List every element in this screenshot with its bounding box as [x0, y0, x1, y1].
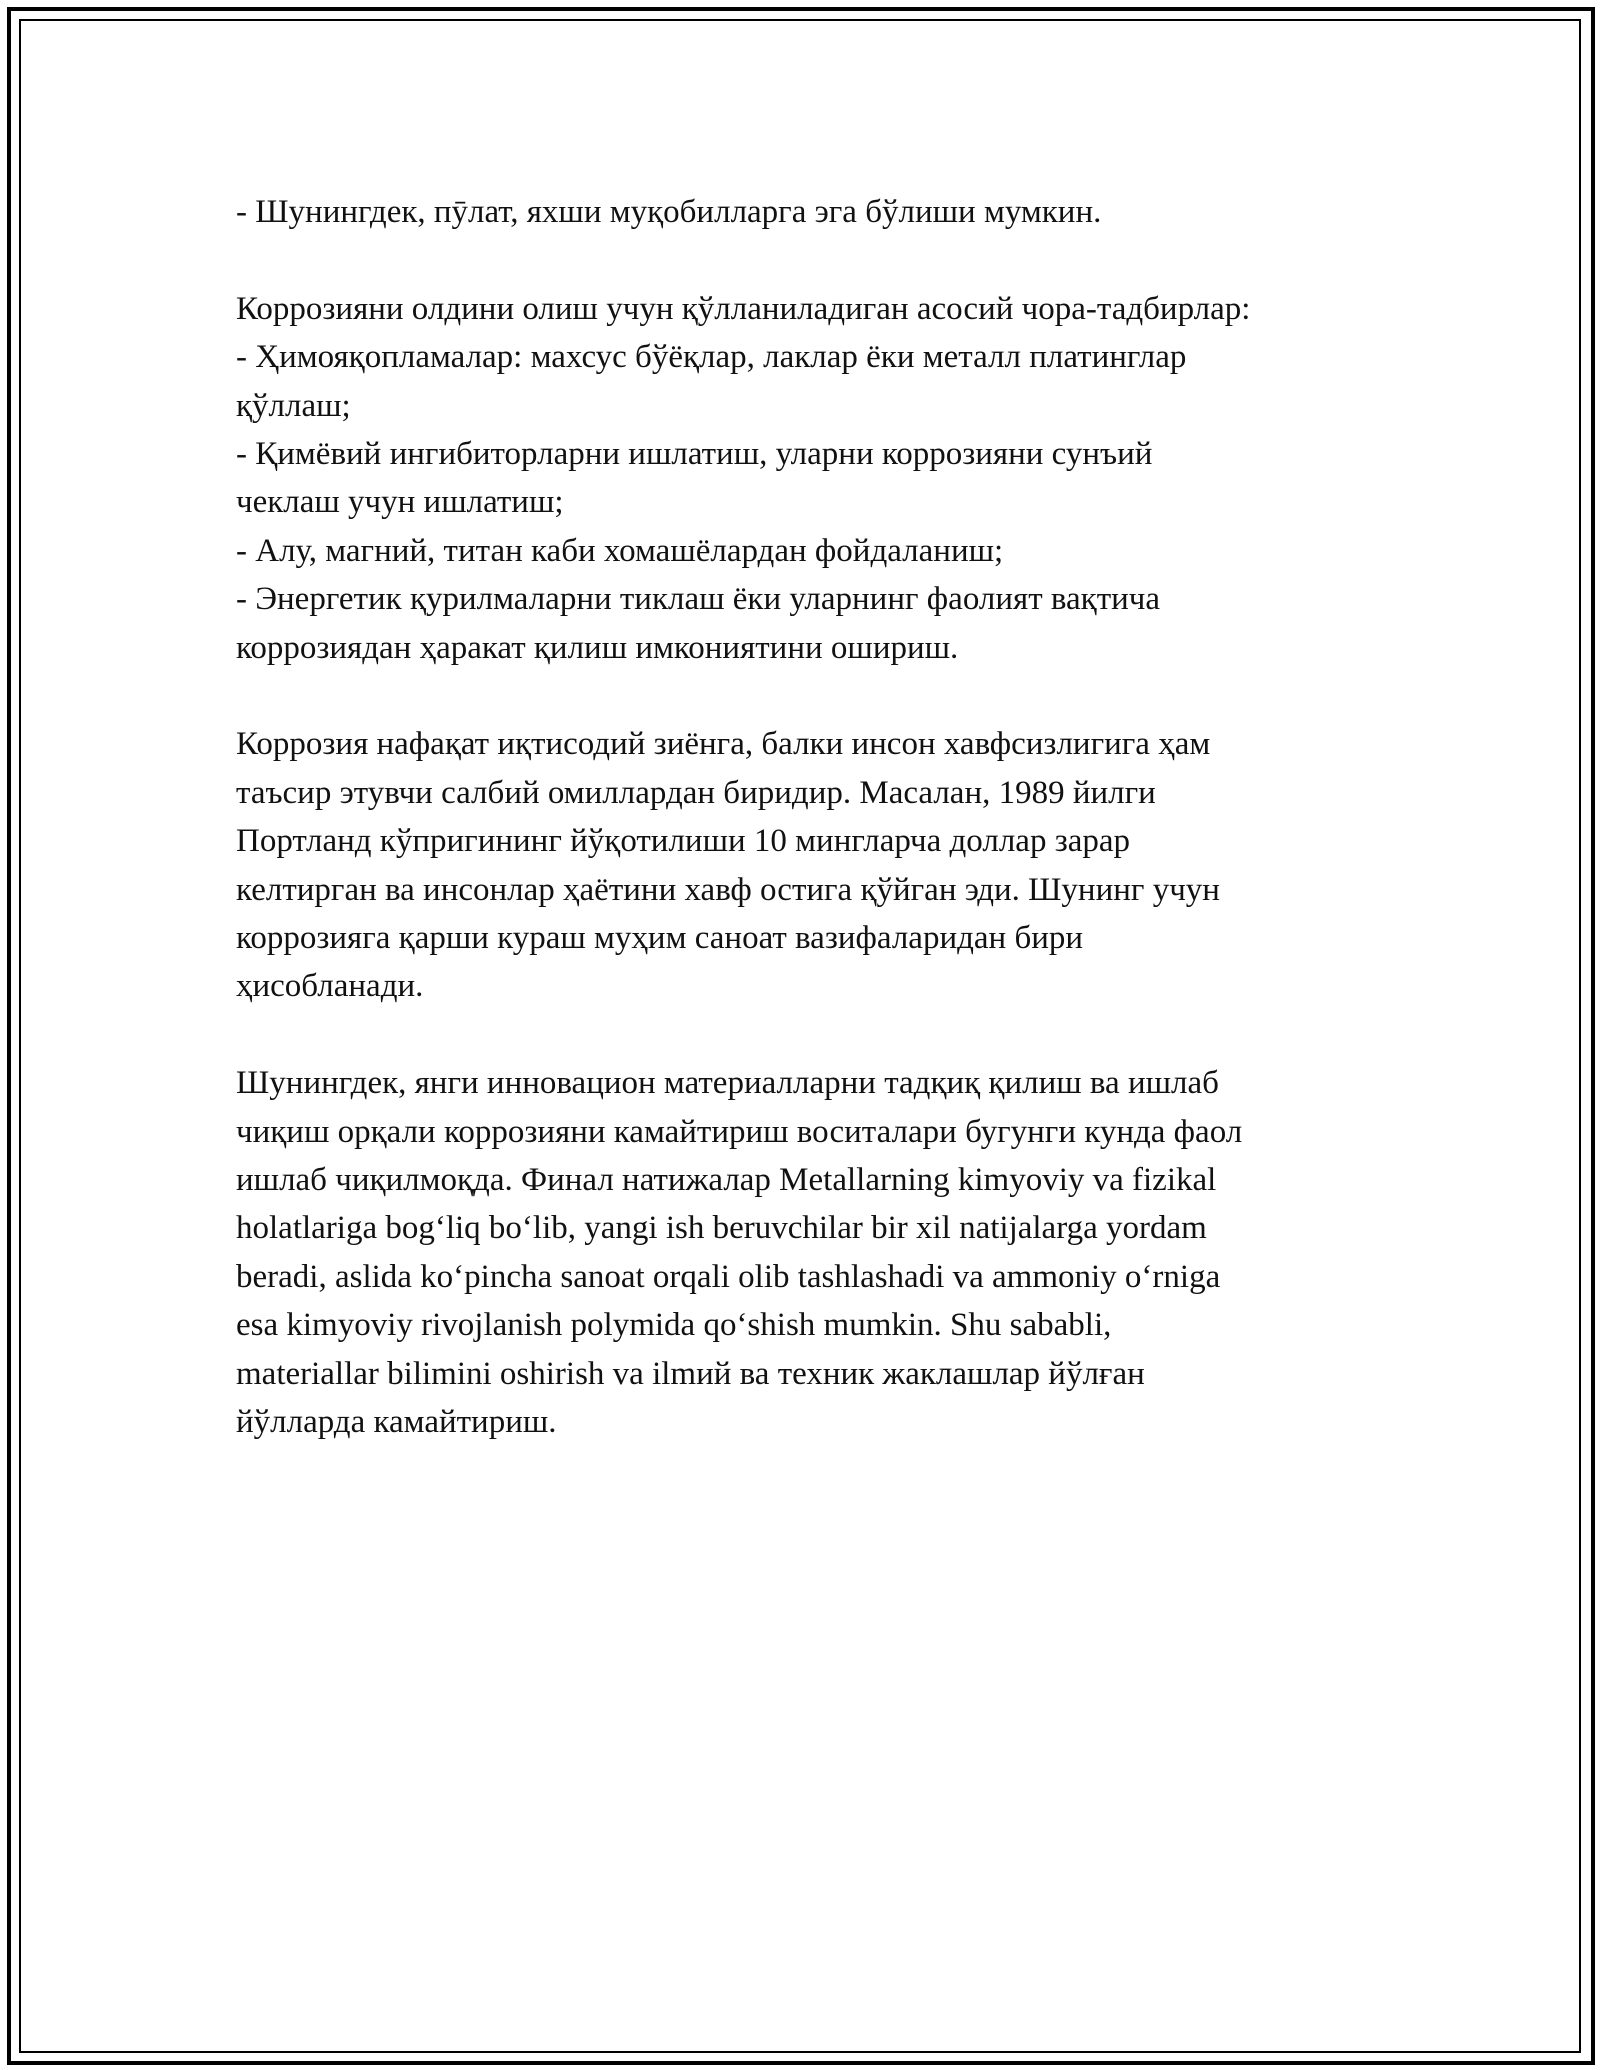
text-line: Коррозияни олдини олиш учун қўлланиладиган асосий чора-тадбирлар: — [236, 290, 1251, 327]
paragraph-2-measures-list — [236, 285, 1376, 672]
text-line: - Энергетик қурилмаларни тиклаш ёки уларнинг фаолият вақтича — [236, 581, 1161, 618]
paragraph-3 — [236, 720, 1376, 1010]
text-line: коррозияга қарши кураш муҳим саноат вазифаларидан бири — [236, 920, 1084, 957]
document-body — [236, 188, 1376, 1447]
text-line: esa kimyoviy rivojlanish polymida qo‘shish mumkin. Shu sababli, — [236, 1307, 1112, 1344]
paragraph-1 — [236, 188, 1376, 236]
text-line: ишлаб чиқилмоқда. Финал натижалар Metallarning kimyoviy va fizikal — [236, 1162, 1217, 1199]
text-line: йўлларда камайтириш. — [236, 1404, 557, 1441]
text-line: Коррозия нафақат иқтисодий зиёнга, балки инсон хавфсизлигига ҳам — [236, 726, 1211, 763]
text-line: ҳисобланади. — [236, 968, 424, 1005]
text-line: қўллаш; — [236, 387, 351, 424]
text-line: чиқиш орқали коррозияни камайтириш воситалари бугунги кунда фаол — [236, 1113, 1243, 1150]
text-line: materiallar bilimini oshirish va ilmий ва техник жаклашлар йўлған — [236, 1355, 1145, 1392]
text-line: - Ҳимояқопламалар: махсус бўёқлар, лаклар ёки металл платинглар — [236, 339, 1187, 376]
text-line: таъсир этувчи салбий омиллардан биридир. Масалан, 1989 йилги — [236, 774, 1156, 811]
text-line: Шунингдек, янги инновацион материалларни тадқиқ қилиш ва ишлаб — [236, 1065, 1219, 1102]
text-line: Портланд кўпригининг йўқотилиши 10 минглaрча доллар зарар — [236, 823, 1131, 860]
text-line: - Алу, магний, титан каби хомашёлардан фойдаланиш; — [236, 532, 1004, 569]
text-line: чеклаш учун ишлатиш; — [236, 484, 564, 521]
text-line: beradi, aslida ko‘pincha sanoat orqali olib tashlashadi va ammoniy o‘rniga — [236, 1258, 1221, 1295]
paragraph-4 — [236, 1059, 1376, 1446]
text-line: келтирган ва инсонлар ҳаётини хавф остига қўйган эди. Шунинг учун — [236, 871, 1220, 908]
text-line: - Шунингдек, пӯлат, яхши муқобилларга эга бўлиши мумкин. — [236, 194, 1102, 230]
text-line: holatlariga bog‘liq bo‘lib, yangi ish beruvchilar bir xil natijalarga yordam — [236, 1210, 1207, 1247]
text-line: коррозиядан ҳаракат қилиш имкониятини ошириш. — [236, 629, 959, 666]
text-line: - Қимёвий ингибиторларни ишлатиш, уларни коррозияни сунъий — [236, 436, 1153, 473]
